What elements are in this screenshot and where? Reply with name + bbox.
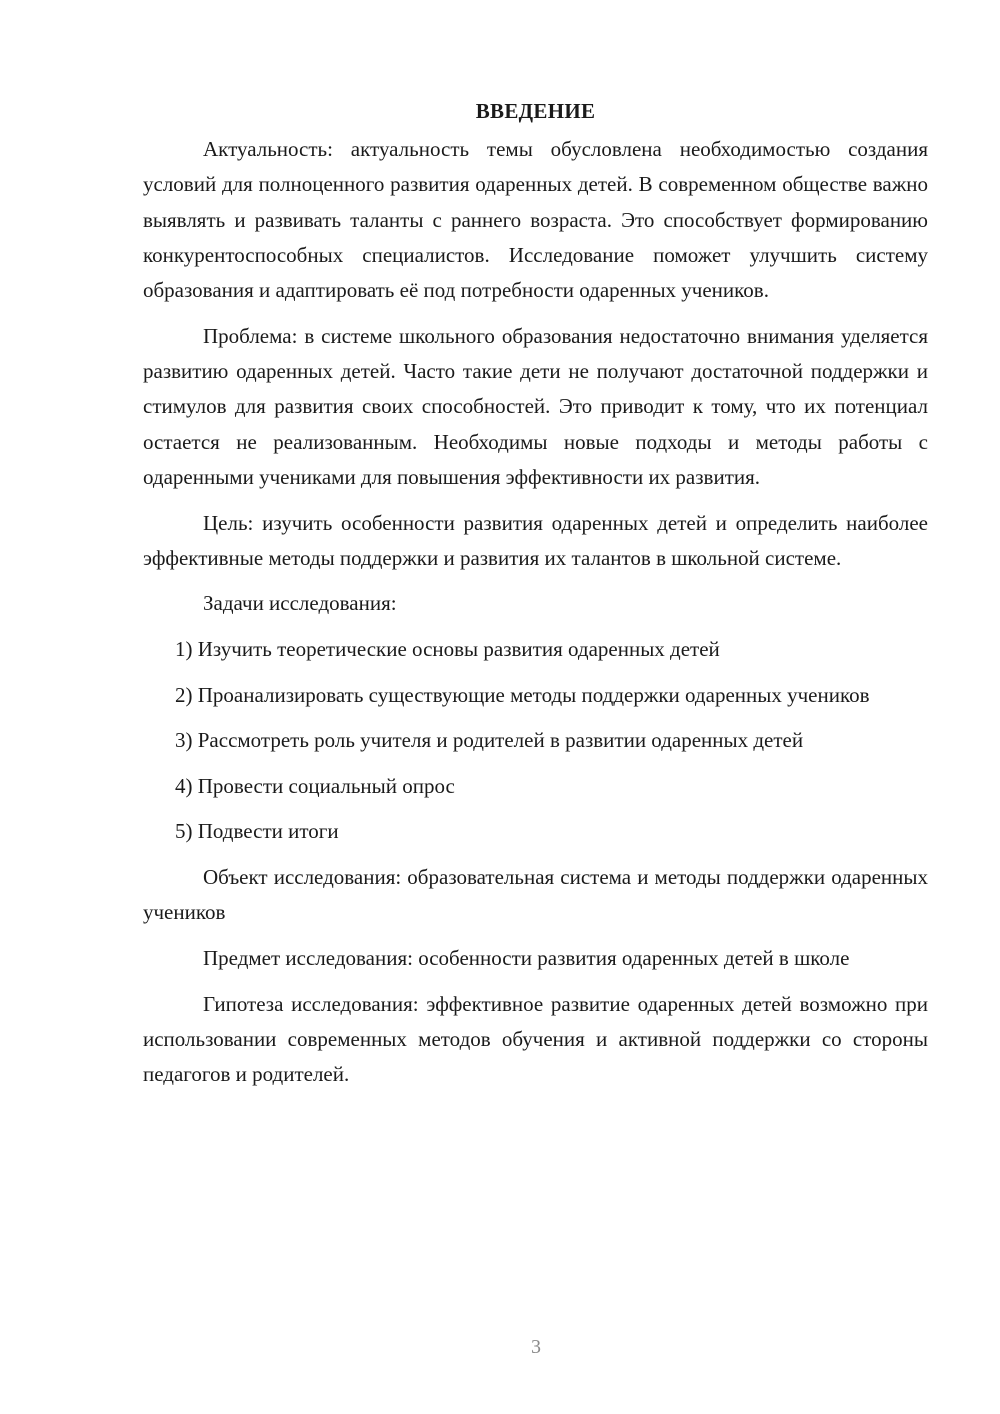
page-number: 3	[531, 1336, 541, 1358]
document-page	[143, 96, 928, 1103]
task-item-5: 5) Подвести итоги	[175, 819, 339, 844]
paragraph-problem: Проблема: в системе школьного образования недостаточно внимания уделяется развитию одаренных детей. Часто такие дети не получают достаточной поддержки и стимулов для развития своих способностей. Это приводит к тому, что их потенциал остается не реализованным. Необходимы новые подходы и методы работы с одаренными учениками для повышения эффективности их развития.	[143, 323, 928, 489]
paragraph-relevance: Актуальность: актуальность темы обусловлена необходимостью создания условий для полноценного развития одаренных детей. В современном обществе важно выявлять и развивать таланты с раннего возраста. Это способствует формированию конкурентоспособных специалистов. Исследование поможет улучшить систему образования и адаптировать её под потребности одаренных учеников.	[143, 137, 928, 303]
task-item-3: 3) Рассмотреть роль учителя и родителей в развитии одаренных детей	[175, 728, 804, 753]
page-title: ВВЕДЕНИЕ	[475, 99, 596, 123]
paragraph-subject: Предмет исследования: особенности развития одаренных детей в школе	[203, 945, 850, 970]
paragraph-goal: Цель: изучить особенности развития одаренных детей и определить наиболее эффективные методы поддержки и развития их талантов в школьной системе.	[143, 510, 928, 570]
task-item-4: 4) Провести социальный опрос	[175, 773, 455, 798]
task-item-2: 2) Проанализировать существующие методы поддержки одаренных учеников	[175, 682, 870, 707]
task-item-1: 1) Изучить теоретические основы развития одаренных детей	[175, 637, 720, 662]
paragraph-object: Объект исследования: образовательная система и методы поддержки одаренных учеников	[143, 865, 928, 925]
paragraph-hypothesis: Гипотеза исследования: эффективное развитие одаренных детей возможно при использовании современных методов обучения и активной поддержки со стороны педагогов и родителей.	[143, 991, 928, 1087]
paragraph-tasks-heading: Задачи исследования:	[203, 591, 397, 616]
